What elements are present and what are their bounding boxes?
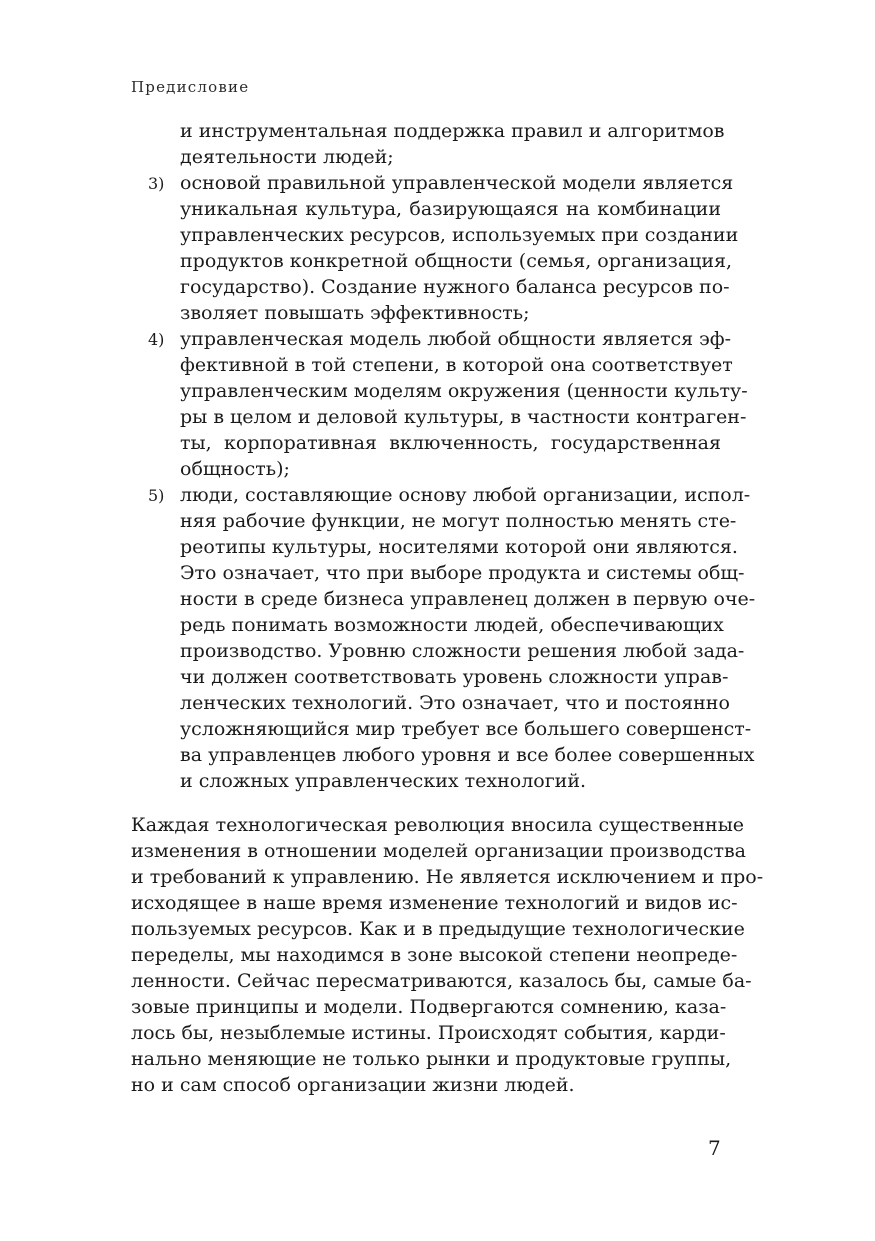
text-line: управленческая модель любой общности является эф- — [180, 328, 732, 350]
text-line: ленности. Сейчас пересматриваются, казалось бы, самые ба- — [131, 970, 752, 992]
text-line: и сложных управленческих технологий. — [180, 770, 587, 792]
text-line: зовые принципы и модели. Подвергаются сомнению, каза- — [131, 996, 727, 1018]
text-line: пользуемых ресурсов. Как и в предыдущие технологические — [131, 918, 745, 940]
page-number: 7 — [708, 1136, 721, 1160]
text-line: редь понимать возможности людей, обеспечивающих — [180, 614, 724, 636]
text-line: реотипы культуры, носителями которой они являются. — [180, 536, 738, 558]
list-item — [131, 170, 739, 326]
body-text — [131, 118, 764, 1098]
text-line: ности в среде бизнеса управленец должен в первую оче- — [180, 588, 756, 610]
text-line: Это означает, что при выборе продукта и системы общ- — [180, 562, 745, 584]
text-line: ва управленцев любого уровня и все более совершенных — [180, 744, 755, 766]
text-line: Каждая технологическая революция вносила существенные — [131, 814, 745, 836]
running-header: Предисловие — [131, 78, 250, 96]
text-line: фективной в той степени, в которой она соответствует — [180, 354, 733, 376]
text-line: государство). Создание нужного баланса ресурсов по- — [180, 276, 730, 298]
paragraph — [131, 812, 764, 1098]
paragraph-gap — [131, 794, 721, 812]
list-marker: 4) — [148, 330, 165, 349]
text-line: няя рабочие функции, не могут полностью менять сте- — [180, 510, 737, 532]
text-line: переделы, мы находимся в зоне высокой степени неопреде- — [131, 944, 738, 966]
text-line: основой правильной управленческой модели является — [180, 172, 734, 194]
text-line: производство. Уровню сложности решения любой зада- — [180, 640, 745, 662]
list-marker: 5) — [148, 486, 165, 505]
text-line: изменения в отношении моделей организации производства — [131, 840, 747, 862]
text-line: люди, составляющие основу любой организации, испол- — [180, 484, 751, 506]
text-line: но и сам способ организации жизни людей. — [131, 1074, 575, 1096]
text-line: уникальная культура, базирующаяся на комбинации — [180, 198, 721, 220]
list-item — [131, 482, 756, 794]
text-line: ры в целом и деловой культуры, в частности контраген- — [180, 406, 747, 428]
text-line: исходящее в наше время изменение технологий и видов ис- — [131, 892, 738, 914]
text-line: и требований к управлению. Не является исключением и про- — [131, 866, 764, 888]
text-line: общность); — [180, 458, 290, 480]
text-line: управленческим моделям окружения (ценности культу- — [180, 380, 748, 402]
text-line: продуктов конкретной общности (семья, организация, — [180, 250, 733, 272]
text-line: и инструментальная поддержка правил и алгоритмов — [180, 120, 725, 142]
text-line: чи должен соответствовать уровень сложности управ- — [180, 666, 729, 688]
text-line: деятельности людей; — [180, 146, 394, 168]
list-item — [131, 326, 748, 482]
text-line: ленческих технологий. Это означает, что и постоянно — [180, 692, 730, 714]
text-line: лось бы, незыблемые истины. Происходят события, карди- — [131, 1022, 726, 1044]
text-line: ты, корпоративная включенность, государственная — [180, 432, 721, 454]
list-marker: 3) — [148, 174, 165, 193]
text-line: зволяет повышать эффективность; — [180, 302, 530, 324]
text-line: усложняющийся мир требует все большего совершенст- — [180, 718, 752, 740]
text-line: управленческих ресурсов, используемых при создании — [180, 224, 739, 246]
text-line: нально меняющие не только рынки и продуктовые группы, — [131, 1048, 732, 1070]
